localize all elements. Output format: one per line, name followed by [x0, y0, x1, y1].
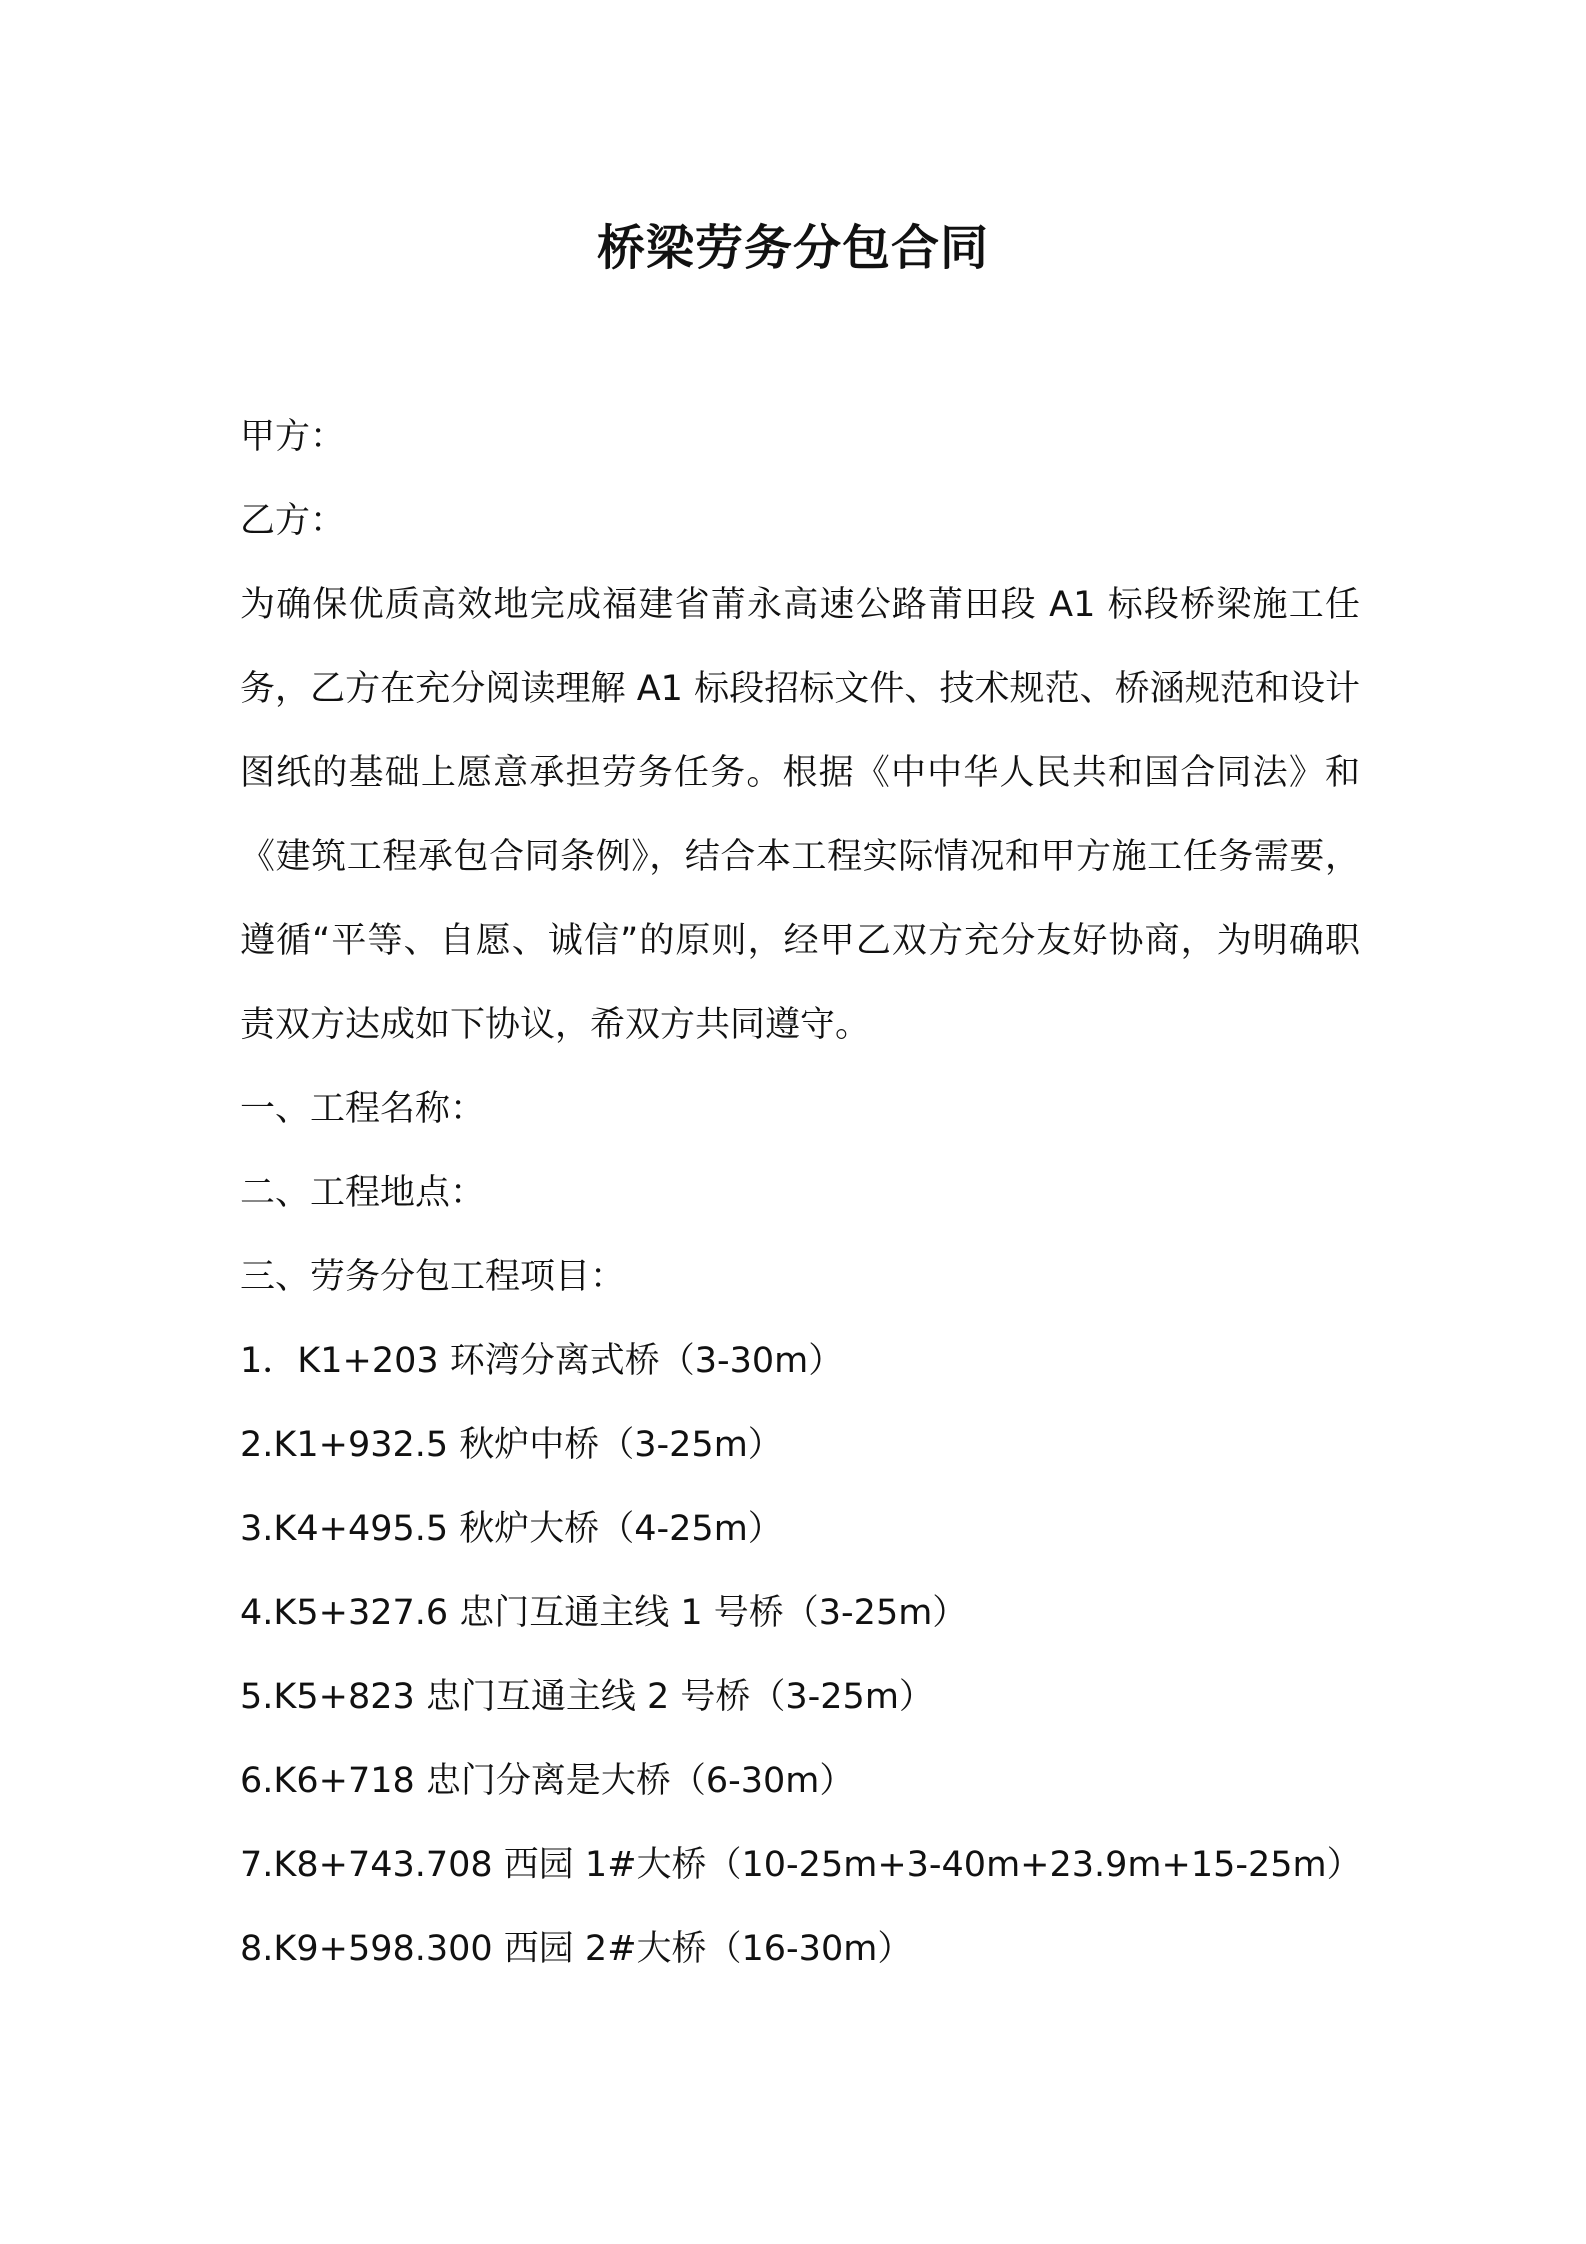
section-subcontract-items: 三、劳务分包工程项目：	[240, 1257, 626, 1297]
section-project-name: 一、工程名称：	[240, 1089, 486, 1129]
document-title: 桥梁劳务分包合同	[596, 220, 989, 276]
list-item: 1．K1+203 环湾分离式桥（3-30m）	[240, 1341, 844, 1381]
list-item: 2.K1+932.5 秋炉中桥（3-25m）	[240, 1425, 783, 1465]
list-item: 4.K5+327.6 忠门互通主线 1 号桥（3-25m）	[240, 1593, 968, 1633]
list-item: 8.K9+598.300 西园 2#大桥（16-30m）	[240, 1929, 913, 1969]
party-b-line: 乙方：	[240, 501, 346, 541]
list-item: 6.K6+718 忠门分离是大桥（6-30m）	[240, 1761, 855, 1801]
list-item: 7.K8+743.708 西园 1#大桥（10-25m+3-40m+23.9m+15-25m）	[240, 1845, 1362, 1885]
list-item: 5.K5+823 忠门互通主线 2 号桥（3-25m）	[240, 1677, 934, 1717]
section-project-location: 二、工程地点：	[240, 1173, 486, 1213]
document-body	[240, 395, 1360, 1991]
party-a-line: 甲方：	[240, 417, 346, 457]
bridge-item-list	[240, 1319, 1360, 1991]
list-item: 3.K4+495.5 秋炉大桥（4-25m）	[240, 1509, 783, 1549]
intro-paragraph: 为确保优质高效地完成福建省莆永高速公路莆田段 A1 标段桥梁施工任务，乙方在充分阅读理解 A1 标段招标文件、技术规范、桥涵规范和设计图纸的基础上愿意承担劳务任务。根据《中中华人民共和国合同法》和《建筑工程承包合同条例》，结合本工程实际情况和甲方施工任务需要，遵循“平等、自愿、诚信”的原则，经甲乙双方充分友好协商，为明确职责双方达成如下协议，希双方共同遵守。	[240, 585, 1360, 1045]
